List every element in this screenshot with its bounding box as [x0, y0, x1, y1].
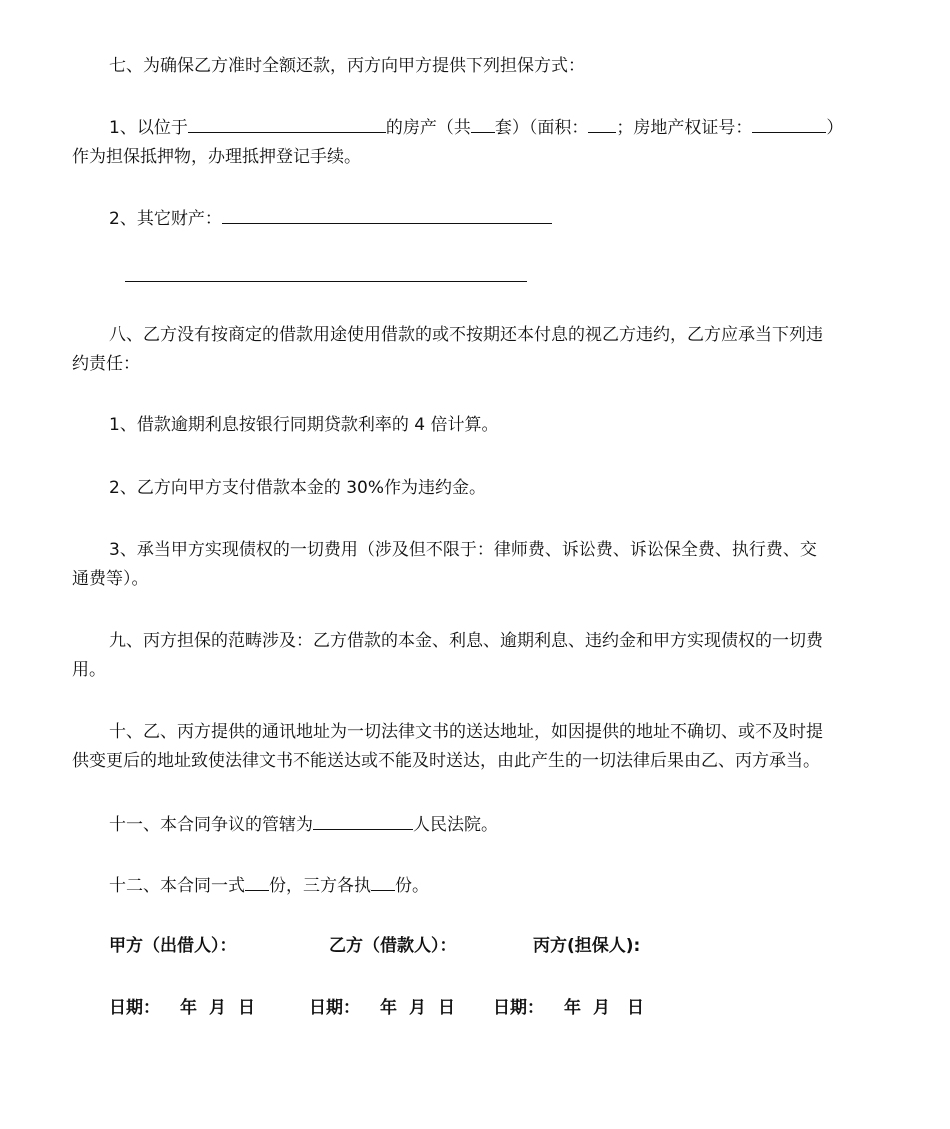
- party-c-date-month: 月: [593, 998, 610, 1018]
- clause-7-item-1-prefix: 1、以位于: [109, 118, 188, 138]
- clause-9-line-1: [109, 629, 823, 653]
- copies-each-blank: [371, 873, 395, 891]
- area-blank: [588, 115, 616, 133]
- clause-8-item-3-line-1-text: 3、承当甲方实现债权的一切费用（涉及但不限于：律师费、诉讼费、诉讼保全费、执行费、交: [109, 540, 817, 560]
- party-c-date-year: 年: [564, 998, 581, 1018]
- clause-7-item-1-line-1: [109, 115, 843, 140]
- clause-9-line-1-text: 九、丙方担保的范畴涉及：乙方借款的本金、利息、逾期利息、违约金和甲方实现债权的一切费: [109, 631, 823, 651]
- clause-7-heading-text: 七、为确保乙方准时全额还款，丙方向甲方提供下列担保方式：: [109, 56, 585, 76]
- clause-11-suffix: 人民法院。: [413, 815, 498, 835]
- clause-9-line-2-text: 用。: [72, 660, 106, 680]
- clause-8-line-1-text: 八、乙方没有按商定的借款用途使用借款的或不按期还本付息的视乙方违约，乙方应承当下列违: [109, 325, 823, 345]
- clause-7-item-1-middle-2: 套）（面积：: [494, 118, 589, 138]
- clause-12-middle: 份，三方各执: [269, 876, 371, 896]
- court-name-blank: [313, 812, 413, 830]
- clause-12-prefix: 十二、本合同一式: [109, 876, 245, 896]
- clause-10-line-1: [109, 720, 823, 744]
- clause-7-item-1-suffix: ）: [826, 118, 844, 138]
- party-a-date-month: 月: [209, 998, 226, 1018]
- party-a-date-label: 日期：: [109, 998, 160, 1018]
- clause-8-item-2-text: 2、乙方向甲方支付借款本金的 30%作为违约金。: [109, 478, 487, 498]
- clause-7-item-2-label: 2、其它财产：: [109, 209, 222, 229]
- clause-8-item-1-text: 1、借款逾期利息按银行同期贷款利率的 4 倍计算。: [109, 415, 499, 435]
- party-c-date-day: 日: [627, 998, 644, 1018]
- party-b-date-month: 月: [409, 998, 426, 1018]
- party-c-date-label: 日期：: [493, 998, 544, 1018]
- clause-7-item-1-line-2-text: 作为担保抵押物，办理抵押登记手续。: [72, 147, 361, 167]
- clause-8-item-3-line-1: [109, 538, 817, 562]
- party-c-signature-label: 丙方(担保人):: [533, 936, 641, 956]
- clause-7-item-1-line-2: [72, 145, 361, 169]
- clause-8-line-1: [109, 323, 823, 347]
- party-a-signature-label: 甲方（出借人）：: [109, 936, 237, 956]
- clause-10-line-2-text: 供变更后的地址致使法律文书不能送达或不能及时送达，由此产生的一切法律后果由乙、丙方承当。: [72, 751, 820, 771]
- clause-9-line-2: [72, 658, 106, 682]
- clause-11-prefix: 十一、本合同争议的管辖为: [109, 815, 313, 835]
- party-b-date-year: 年: [380, 998, 397, 1018]
- clause-10-line-2: [72, 749, 820, 773]
- clause-12: [109, 873, 429, 898]
- other-property-blank: [222, 206, 552, 224]
- clause-12-suffix: 份。: [395, 876, 429, 896]
- party-b-date-label: 日期：: [309, 998, 360, 1018]
- property-location-blank: [188, 115, 386, 133]
- property-count-blank: [471, 115, 495, 133]
- clause-7-item-1-middle-3: ；房地产权证号：: [616, 118, 753, 138]
- clause-7-item-2: [109, 206, 552, 231]
- clause-11: [109, 812, 498, 837]
- clause-8-item-3-line-2-text: 通费等）。: [72, 569, 149, 589]
- other-property-continuation-line: [125, 281, 527, 282]
- clause-8-item-1: [109, 413, 498, 437]
- party-a-date-year: 年: [180, 998, 197, 1018]
- clause-8-item-3-line-2: [72, 567, 149, 591]
- clause-8-item-2: [109, 476, 486, 500]
- copies-total-blank: [245, 873, 269, 891]
- property-certificate-blank: [752, 115, 826, 133]
- clause-8-line-2-text: 约责任：: [72, 354, 140, 374]
- clause-7-heading: [109, 54, 585, 78]
- clause-10-line-1-text: 十、乙、丙方提供的通讯地址为一切法律文书的送达地址，如因提供的地址不确切、或不及时提: [109, 722, 823, 742]
- clause-7-item-1-middle-1: 的房产（共: [385, 118, 471, 138]
- party-b-date-day: 日: [438, 998, 455, 1018]
- party-a-date-day: 日: [238, 998, 255, 1018]
- clause-8-line-2: [72, 352, 140, 376]
- party-b-signature-label: 乙方（借款人）：: [329, 936, 457, 956]
